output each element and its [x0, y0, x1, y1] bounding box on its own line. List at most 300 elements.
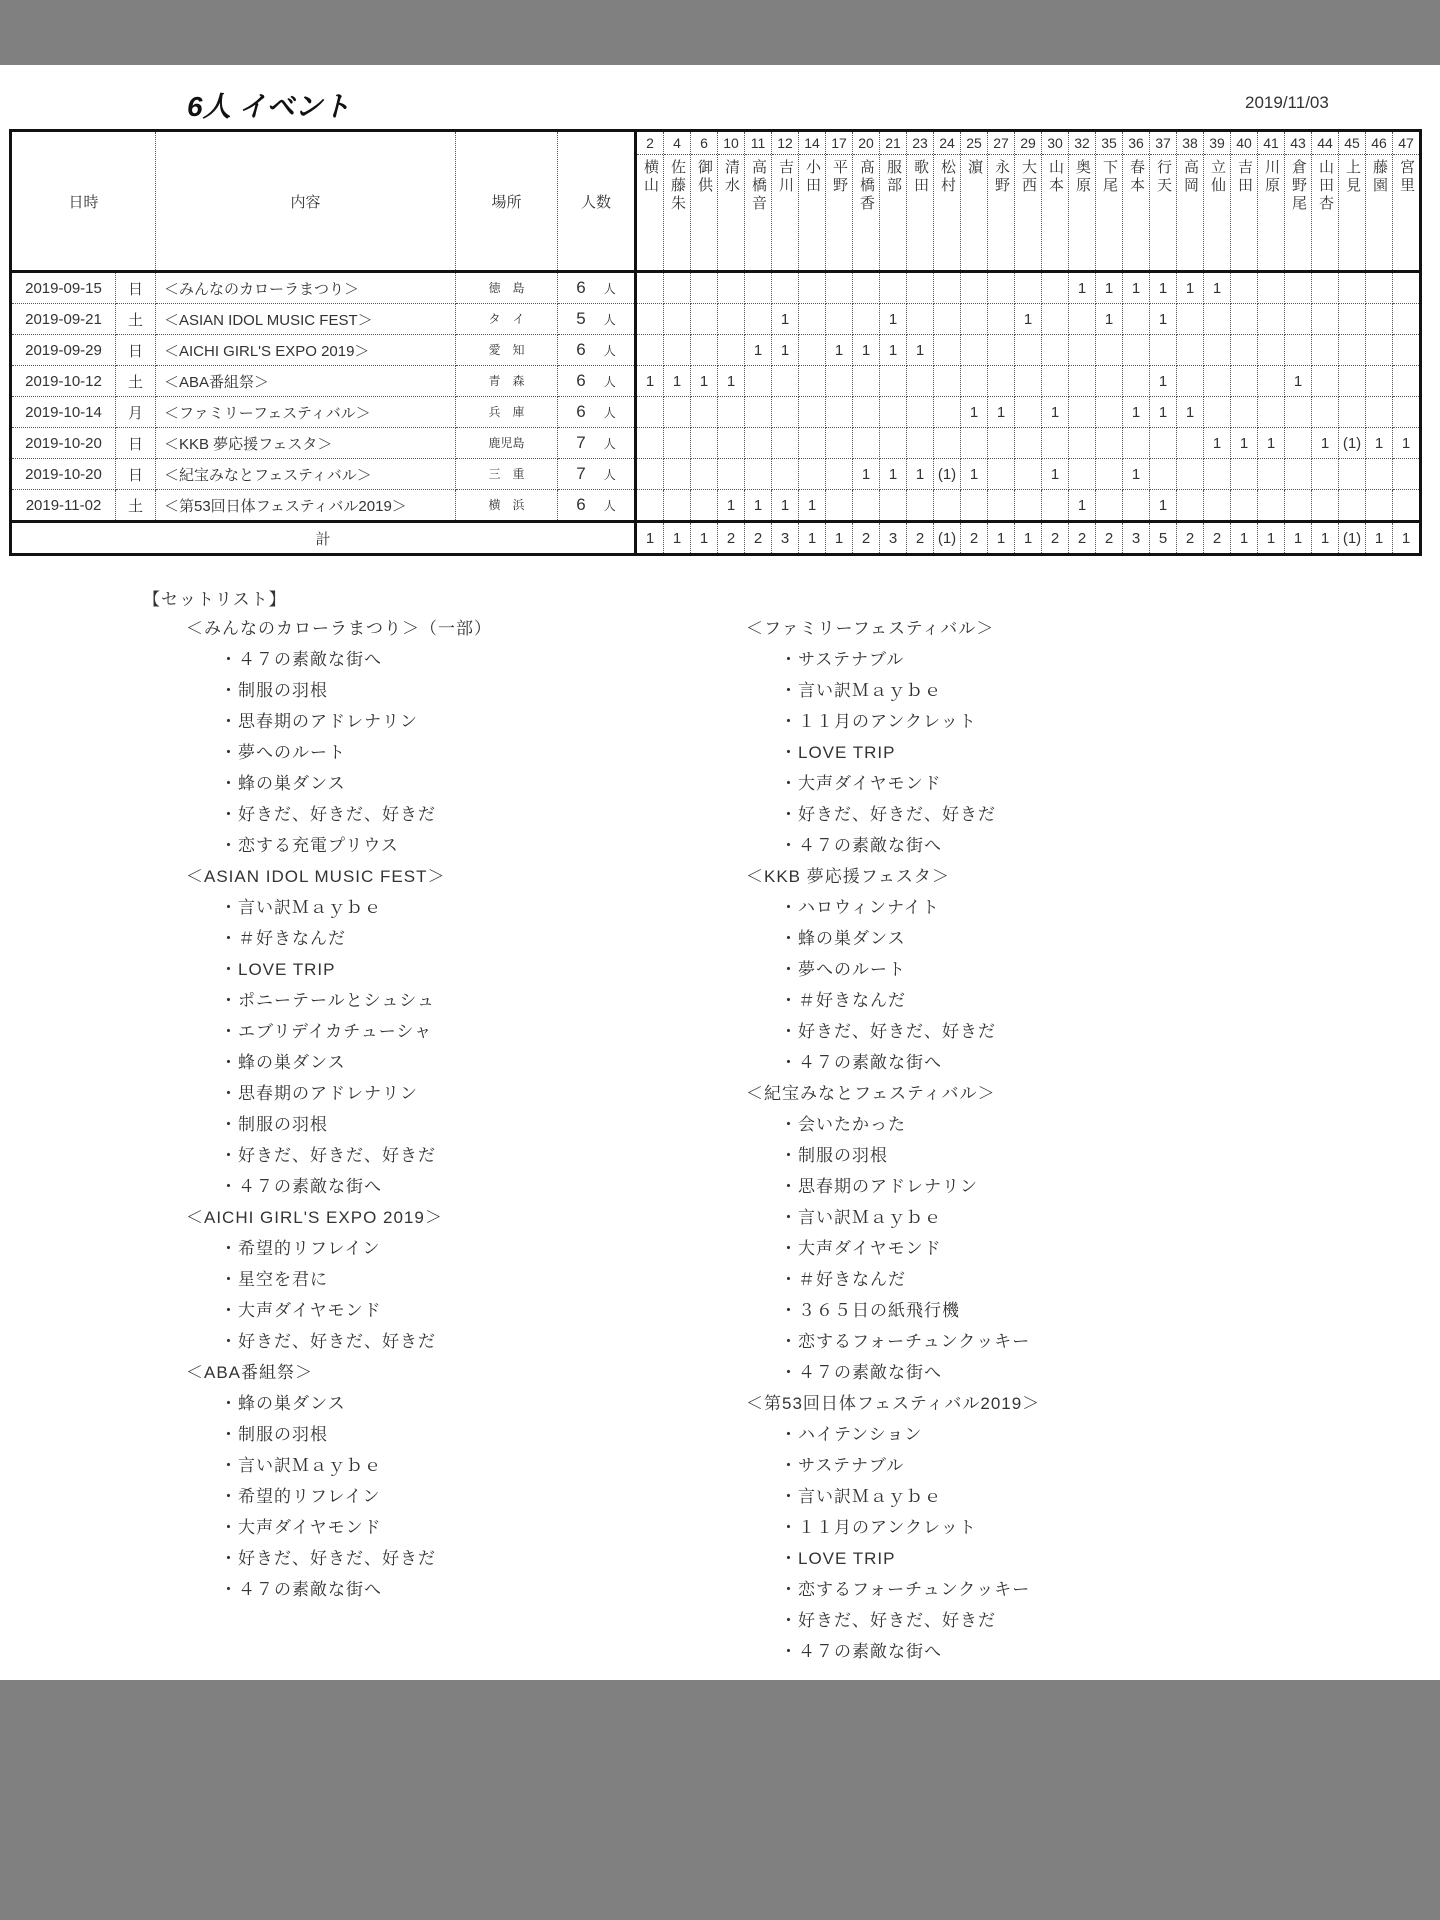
setlist-song: ・好きだ、好きだ、好きだ [220, 1332, 436, 1351]
member-header [1258, 131, 1285, 272]
member-header [934, 131, 961, 272]
member-header [826, 131, 853, 272]
event-weekday: 日 [116, 272, 156, 304]
attendance-cell [1042, 304, 1069, 335]
attendance-cell [1312, 335, 1339, 366]
attendance-cell: 1 [772, 490, 799, 522]
attendance-cell [988, 335, 1015, 366]
attendance-cell [664, 490, 691, 522]
total-row [11, 522, 1421, 555]
member-name: 高岡 [1182, 159, 1199, 195]
member-header [853, 131, 880, 272]
attendance-cell [961, 335, 988, 366]
setlist-song: ・思春期のアドレナリン [220, 1084, 418, 1103]
count-value: 6 [576, 371, 586, 390]
attendance-cell [853, 304, 880, 335]
member-name: 大西 [1020, 159, 1037, 195]
attendance-cell [1204, 366, 1231, 397]
attendance-cell [1123, 366, 1150, 397]
attendance-cell: 1 [1150, 490, 1177, 522]
attendance-cell [1285, 335, 1312, 366]
attendance-cell: 1 [1042, 459, 1069, 490]
count-value: 6 [576, 402, 586, 421]
attendance-cell [718, 335, 745, 366]
attendance-cell [1393, 366, 1421, 397]
attendance-cell [745, 272, 772, 304]
attendance-cell [1393, 335, 1421, 366]
event-row [11, 490, 1421, 522]
attendance-cell [934, 272, 961, 304]
attendance-cell [1258, 490, 1285, 522]
attendance-cell [1312, 304, 1339, 335]
attendance-cell: 1 [718, 490, 745, 522]
attendance-cell: 1 [853, 335, 880, 366]
setlist-song: ・３６５日の紙飛行機 [780, 1301, 960, 1320]
total-cell: 1 [1366, 522, 1393, 555]
event-count [558, 459, 636, 490]
attendance-cell [880, 397, 907, 428]
attendance-cell [934, 366, 961, 397]
attendance-cell [691, 272, 718, 304]
attendance-cell [1069, 304, 1096, 335]
member-number: 17 [826, 132, 852, 155]
total-cell: 1 [1393, 522, 1421, 555]
attendance-cell [1069, 459, 1096, 490]
attendance-cell [826, 304, 853, 335]
setlist-song: ・４７の素敵な街へ [780, 1363, 942, 1382]
count-unit: 人 [603, 375, 616, 389]
attendance-cell [1231, 397, 1258, 428]
setlist-song: ・言い訳Ｍａｙｂｅ [220, 1456, 382, 1475]
member-number: 35 [1096, 132, 1122, 155]
attendance-cell [1231, 272, 1258, 304]
attendance-cell [1204, 335, 1231, 366]
member-header [745, 131, 772, 272]
member-name: 御供 [696, 159, 713, 195]
event-table [9, 129, 1422, 556]
attendance-cell [1177, 335, 1204, 366]
member-number: 37 [1150, 132, 1176, 155]
event-count [558, 304, 636, 335]
total-cell: 1 [1312, 522, 1339, 555]
attendance-cell [961, 428, 988, 459]
attendance-cell [1096, 335, 1123, 366]
attendance-cell [1069, 428, 1096, 459]
attendance-cell: 1 [1204, 272, 1231, 304]
event-place: 徳 島 [456, 272, 558, 304]
attendance-cell [1231, 335, 1258, 366]
attendance-cell [1339, 397, 1366, 428]
attendance-cell [1285, 304, 1312, 335]
event-place: 横 浜 [456, 490, 558, 522]
attendance-cell [718, 428, 745, 459]
attendance-cell [988, 428, 1015, 459]
attendance-cell [718, 459, 745, 490]
event-place: タ イ [456, 304, 558, 335]
member-number: 4 [664, 132, 690, 155]
event-weekday: 月 [116, 397, 156, 428]
member-header [1069, 131, 1096, 272]
count-unit: 人 [603, 437, 616, 451]
document-page [0, 65, 1440, 1680]
event-row [11, 428, 1421, 459]
attendance-cell [853, 428, 880, 459]
attendance-cell [1393, 272, 1421, 304]
total-cell: 2 [718, 522, 745, 555]
member-number: 38 [1177, 132, 1203, 155]
member-number: 20 [853, 132, 879, 155]
attendance-cell [1312, 459, 1339, 490]
attendance-cell: 1 [1042, 397, 1069, 428]
setlist-song: ・星空を君に [220, 1270, 328, 1289]
attendance-cell [664, 272, 691, 304]
member-number: 21 [880, 132, 906, 155]
document-title: 6人 イベント [187, 91, 351, 122]
attendance-cell [1366, 304, 1393, 335]
setlist-right-column [746, 613, 1040, 1667]
attendance-cell [1393, 304, 1421, 335]
attendance-cell [1177, 428, 1204, 459]
attendance-cell [1312, 272, 1339, 304]
attendance-cell [691, 428, 718, 459]
event-row [11, 304, 1421, 335]
event-content: ＜みんなのカローラまつり＞ [156, 272, 456, 304]
member-number: 41 [1258, 132, 1284, 155]
member-header [907, 131, 934, 272]
event-weekday: 土 [116, 304, 156, 335]
attendance-cell [826, 490, 853, 522]
member-number: 46 [1366, 132, 1392, 155]
setlist-song: ・好きだ、好きだ、好きだ [220, 1146, 436, 1165]
member-name: 藤園 [1371, 159, 1388, 195]
setlist-song: ・蜂の巣ダンス [220, 774, 346, 793]
attendance-cell: 1 [907, 459, 934, 490]
member-header [1042, 131, 1069, 272]
member-header [1366, 131, 1393, 272]
member-number: 43 [1285, 132, 1311, 155]
setlist-song: ・４７の素敵な街へ [220, 650, 382, 669]
attendance-cell [961, 490, 988, 522]
member-name: 上見 [1344, 159, 1361, 195]
attendance-cell [1312, 397, 1339, 428]
attendance-cell: 1 [1258, 428, 1285, 459]
header-content: 内容 [156, 131, 456, 272]
event-count [558, 272, 636, 304]
attendance-cell [745, 397, 772, 428]
total-cell: 2 [961, 522, 988, 555]
attendance-cell: 1 [880, 335, 907, 366]
member-header [1312, 131, 1339, 272]
attendance-cell [853, 272, 880, 304]
attendance-cell [853, 366, 880, 397]
member-header [1204, 131, 1231, 272]
setlist-song: ・恋する充電プリウス [220, 836, 399, 855]
setlist-song: ・サステナブル [780, 650, 905, 669]
attendance-cell [880, 366, 907, 397]
attendance-cell [1366, 490, 1393, 522]
setlist-song: ・４７の素敵な街へ [780, 836, 942, 855]
attendance-cell [1015, 490, 1042, 522]
attendance-cell [1096, 428, 1123, 459]
member-name: 永野 [993, 159, 1010, 195]
attendance-cell [799, 428, 826, 459]
setlist-song: ・ハイテンション [780, 1425, 923, 1444]
attendance-cell [934, 428, 961, 459]
setlist-left-column [186, 613, 492, 1605]
setlist-song: ・好きだ、好きだ、好きだ [220, 1549, 436, 1568]
attendance-cell [1015, 272, 1042, 304]
member-name: 清水 [723, 159, 740, 195]
attendance-cell [636, 490, 664, 522]
attendance-cell [1231, 304, 1258, 335]
attendance-cell [664, 459, 691, 490]
event-content: ＜KKB 夢応援フェスタ＞ [156, 428, 456, 459]
member-name: 行天 [1155, 159, 1172, 195]
member-header [664, 131, 691, 272]
member-header [772, 131, 799, 272]
member-header [1177, 131, 1204, 272]
event-row [11, 272, 1421, 304]
attendance-cell [934, 397, 961, 428]
attendance-cell: 1 [1123, 459, 1150, 490]
attendance-cell [934, 304, 961, 335]
total-cell: 1 [1015, 522, 1042, 555]
event-date: 2019-11-02 [11, 490, 116, 522]
setlist-song: ・制服の羽根 [780, 1146, 888, 1165]
member-name: 川原 [1263, 159, 1280, 195]
member-header [691, 131, 718, 272]
attendance-cell [799, 459, 826, 490]
attendance-cell: 1 [745, 335, 772, 366]
member-header [961, 131, 988, 272]
event-count [558, 490, 636, 522]
attendance-cell: 1 [772, 304, 799, 335]
attendance-cell [988, 459, 1015, 490]
member-number: 45 [1339, 132, 1365, 155]
attendance-cell [745, 366, 772, 397]
attendance-cell [1042, 335, 1069, 366]
setlist-song: ・制服の羽根 [220, 1425, 328, 1444]
attendance-cell [961, 272, 988, 304]
member-number: 47 [1393, 132, 1419, 155]
event-date: 2019-09-15 [11, 272, 116, 304]
total-cell: 2 [907, 522, 934, 555]
member-name: 山本 [1047, 159, 1064, 195]
attendance-cell: 1 [1123, 397, 1150, 428]
attendance-cell [772, 366, 799, 397]
total-cell: 1 [691, 522, 718, 555]
attendance-cell [1042, 428, 1069, 459]
member-number: 6 [691, 132, 717, 155]
setlist-song: ・ハロウィンナイト [780, 898, 940, 917]
event-place: 三 重 [456, 459, 558, 490]
attendance-cell [1285, 490, 1312, 522]
attendance-cell [1312, 490, 1339, 522]
attendance-cell [636, 428, 664, 459]
attendance-cell [1393, 490, 1421, 522]
setlist-song: ・LOVE TRIP [220, 960, 336, 979]
attendance-cell [1015, 335, 1042, 366]
attendance-cell [1204, 304, 1231, 335]
attendance-cell [826, 397, 853, 428]
setlist-event-title: ＜紀宝みなとフェスティバル＞ [746, 1084, 996, 1103]
setlist-song: ・夢へのルート [220, 743, 346, 762]
setlist-song: ・夢へのルート [780, 960, 906, 979]
event-count [558, 428, 636, 459]
attendance-cell [772, 459, 799, 490]
attendance-cell [934, 335, 961, 366]
total-cell: 1 [664, 522, 691, 555]
total-cell: 2 [1069, 522, 1096, 555]
setlist-song: ・４７の素敵な街へ [780, 1642, 942, 1661]
attendance-cell [1339, 490, 1366, 522]
attendance-cell [664, 304, 691, 335]
attendance-cell: 1 [1366, 428, 1393, 459]
event-content: ＜第53回日体フェスティバル2019＞ [156, 490, 456, 522]
count-unit: 人 [603, 499, 616, 513]
member-name: 平野 [831, 159, 848, 195]
attendance-cell [1339, 304, 1366, 335]
attendance-cell [1123, 304, 1150, 335]
count-unit: 人 [603, 406, 616, 420]
member-number: 36 [1123, 132, 1149, 155]
total-cell: 1 [826, 522, 853, 555]
member-header [1150, 131, 1177, 272]
total-cell: 2 [1096, 522, 1123, 555]
member-name: 山田杏 [1317, 159, 1334, 213]
attendance-cell: 1 [1150, 304, 1177, 335]
member-number: 32 [1069, 132, 1095, 155]
attendance-cell [718, 397, 745, 428]
setlist-song: ・４７の素敵な街へ [220, 1177, 382, 1196]
setlist-song: ・蜂の巣ダンス [220, 1053, 346, 1072]
setlist-song: ・４７の素敵な街へ [780, 1053, 942, 1072]
event-weekday: 日 [116, 335, 156, 366]
attendance-cell [826, 459, 853, 490]
attendance-cell [880, 272, 907, 304]
attendance-cell: 1 [1204, 428, 1231, 459]
setlist-song: ・好きだ、好きだ、好きだ [780, 1611, 996, 1630]
member-number: 2 [637, 132, 663, 155]
setlist-song: ・サステナブル [780, 1456, 905, 1475]
setlist-event-title: ＜みんなのカローラまつり＞（一部） [186, 619, 492, 638]
setlist-song: ・制服の羽根 [220, 681, 328, 700]
attendance-cell [907, 428, 934, 459]
event-content: ＜ABA番組祭＞ [156, 366, 456, 397]
attendance-cell [799, 272, 826, 304]
attendance-cell: (1) [934, 459, 961, 490]
attendance-cell: 1 [1096, 272, 1123, 304]
attendance-cell: 1 [988, 397, 1015, 428]
count-unit: 人 [603, 344, 616, 358]
setlist-song: ・ポニーテールとシュシュ [220, 991, 435, 1010]
member-header [636, 131, 664, 272]
attendance-cell [664, 397, 691, 428]
setlist-event-title: ＜KKB 夢応援フェスタ＞ [746, 867, 950, 886]
header-date: 日時 [11, 131, 156, 272]
setlist-song: ・希望的リフレイン [220, 1487, 381, 1506]
attendance-cell [1177, 304, 1204, 335]
attendance-cell [1204, 397, 1231, 428]
member-header [1231, 131, 1258, 272]
attendance-cell [1339, 366, 1366, 397]
attendance-cell [1231, 490, 1258, 522]
attendance-cell: 1 [1150, 397, 1177, 428]
member-header [1096, 131, 1123, 272]
attendance-cell [1258, 397, 1285, 428]
setlist-song: ・蜂の巣ダンス [220, 1394, 346, 1413]
attendance-cell [1393, 459, 1421, 490]
attendance-cell [907, 366, 934, 397]
event-content: ＜ASIAN IDOL MUSIC FEST＞ [156, 304, 456, 335]
member-name: 吉田 [1236, 159, 1253, 195]
count-unit: 人 [603, 468, 616, 482]
attendance-cell [1069, 335, 1096, 366]
setlist-song: ・言い訳Ｍａｙｂｅ [780, 1487, 942, 1506]
attendance-cell [1393, 397, 1421, 428]
member-number: 30 [1042, 132, 1068, 155]
attendance-cell [1285, 428, 1312, 459]
count-unit: 人 [603, 313, 616, 327]
attendance-cell [1015, 397, 1042, 428]
attendance-cell: 1 [664, 366, 691, 397]
event-count [558, 366, 636, 397]
attendance-cell: 1 [907, 335, 934, 366]
attendance-cell [934, 490, 961, 522]
member-header [799, 131, 826, 272]
event-content: ＜AICHI GIRL'S EXPO 2019＞ [156, 335, 456, 366]
attendance-cell [826, 428, 853, 459]
event-date: 2019-10-14 [11, 397, 116, 428]
total-cell: 1 [636, 522, 664, 555]
setlist-event-title: ＜ABA番組祭＞ [186, 1363, 314, 1382]
event-place: 兵 庫 [456, 397, 558, 428]
attendance-cell [853, 397, 880, 428]
attendance-cell: 1 [961, 397, 988, 428]
setlist-song: ・制服の羽根 [220, 1115, 328, 1134]
event-date: 2019-10-12 [11, 366, 116, 397]
attendance-cell: 1 [691, 366, 718, 397]
attendance-cell [1285, 272, 1312, 304]
attendance-cell [988, 272, 1015, 304]
attendance-cell [1312, 366, 1339, 397]
event-content: ＜紀宝みなとフェスティバル＞ [156, 459, 456, 490]
attendance-cell [636, 459, 664, 490]
setlist-song: ・１１月のアンクレット [780, 712, 977, 731]
event-content: ＜ファミリーフェスティバル＞ [156, 397, 456, 428]
setlist-song: ・＃好きなんだ [780, 1270, 906, 1289]
attendance-cell: 1 [1177, 272, 1204, 304]
event-count [558, 397, 636, 428]
setlist-song: ・恋するフォーチュンクッキー [780, 1580, 1031, 1599]
member-header [1015, 131, 1042, 272]
total-cell: 5 [1150, 522, 1177, 555]
total-cell: 3 [880, 522, 907, 555]
event-row [11, 459, 1421, 490]
member-name: 松村 [939, 159, 956, 195]
event-row [11, 397, 1421, 428]
attendance-cell [826, 366, 853, 397]
event-date: 2019-10-20 [11, 459, 116, 490]
attendance-cell [1339, 335, 1366, 366]
total-cell: (1) [1339, 522, 1366, 555]
member-header [1393, 131, 1421, 272]
member-number: 40 [1231, 132, 1257, 155]
attendance-cell [1096, 459, 1123, 490]
member-number: 25 [961, 132, 987, 155]
member-name: 奥原 [1074, 159, 1091, 195]
member-number: 27 [988, 132, 1014, 155]
